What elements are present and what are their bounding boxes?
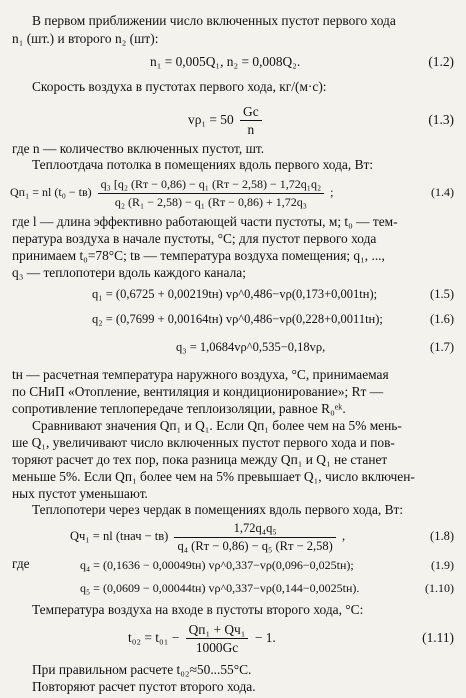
paragraph-line: tн — расчетная температура наружного воздуха, °С, принимаемая xyxy=(12,367,389,382)
equation-body: q₅ = (0,0609 − 0,00044tн) vρ^0,337−vρ(0,144−0,0025tн). xyxy=(80,581,360,595)
equation-body: q₂ = (0,7699 + 0,00164tн) vρ^0,486−vρ(0,228+0,0011tн); xyxy=(92,312,383,326)
equation-number: (1.11) xyxy=(422,630,454,645)
paragraph-line: Теплоотдача потолка в помещениях вдоль первого хода, Вт: xyxy=(32,157,374,172)
paragraph-line: Сравнивают значения Qп₁ и Q₁. Если Qп₁ более чем на 5% мень- xyxy=(32,418,402,433)
fraction-numerator: Qп₁ + Qч₁ xyxy=(186,622,249,639)
paragraph-line: сопротивление теплопередаче теплоизоляции, равное R₀ᵉᵏ. xyxy=(12,401,346,416)
fraction xyxy=(174,521,335,554)
equation-number: (1.9) xyxy=(431,558,454,572)
paragraph-line: пература воздуха в начале пустоты, °С; для пустот первого хода xyxy=(12,231,377,246)
paragraph-line: ных пустот уменьшают. xyxy=(12,486,148,501)
equation-number: (1.4) xyxy=(431,185,454,199)
equation-number: (1.5) xyxy=(430,287,454,301)
paragraph-line: В первом приближении число включенных пустот первого хода xyxy=(32,13,396,28)
paragraph-line: q₃ — теплопотери вдоль каждого канала; xyxy=(12,265,246,280)
paragraph-line: по СНиП «Отопление, вентиляция и кондиционирование»; Rт — xyxy=(12,384,384,399)
fraction-denominator: q₄ (Rт − 0,86) − q₅ (Rт − 2,58) xyxy=(177,538,333,553)
fraction-numerator: 1,72q₄q₅ xyxy=(174,521,335,538)
equation-1-9 xyxy=(0,555,466,575)
equation-tail: − 1. xyxy=(254,630,276,645)
paragraph-line: Теплопотери через чердак в помещениях вдоль первого хода, Вт: xyxy=(32,502,404,517)
equation-1-5 xyxy=(0,284,466,304)
paragraph-line: n₁ (шт.) и второго n₂ (шт): xyxy=(12,31,159,46)
equation-1-3 xyxy=(0,104,466,136)
paragraph-line: ше Q₁, увеличивают число включенных пустот первого хода и пов- xyxy=(12,435,395,450)
equation-body: q₁ = (0,6725 + 0,00219tн) vρ^0,486−vρ(0,173+0,001tн); xyxy=(92,287,378,301)
equation-1-8: Qч₁ = nl (tнач − tв) $\frac{\text{1,72q₄q₅}}{\text{q₄ (Rт − 0,86) − q₅ (Rт − 2,58)}}$ , (1.8) xyxy=(70,520,454,553)
equation-number: (1.2) xyxy=(428,54,454,69)
fraction xyxy=(186,622,249,655)
paragraph-line: где l — длина эффективно работающей части пустоты, м; t₀ — тем- xyxy=(12,214,398,229)
paragraph-line: Скорость воздуха в пустотах первого хода, кг/(м·с): xyxy=(32,79,327,94)
paragraph-line: Повторяют расчет пустот второго хода. xyxy=(32,679,256,694)
equation-1-10 xyxy=(0,578,466,598)
equation-number: (1.8) xyxy=(430,529,454,543)
equation-lhs: t₀₂ = t₀₁ − xyxy=(128,630,180,645)
fraction xyxy=(240,104,262,137)
equation-number: (1.6) xyxy=(430,312,454,326)
fraction-denominator: q₂ (R₁ − 2,58) − q₁ (Rт − 0,86) + 1,72q₃ xyxy=(114,194,307,209)
equation-1-6 xyxy=(0,309,466,329)
paragraph-line: где xyxy=(12,556,30,571)
paragraph-line: где n — количество включенных пустот, шт. xyxy=(12,141,265,156)
equation-body: q₄ = (0,1636 − 0,00049tн) vρ^0,337−vρ(0,096−0,025tн); xyxy=(80,558,354,572)
equation-1-2 xyxy=(0,52,466,72)
equation-lhs: Qч₁ = nl (tнач − tв) xyxy=(70,529,169,543)
paragraph-line: принимаем t₀=78°С; tв — температура воздуха помещения; q₁, ..., xyxy=(12,248,385,263)
fraction-numerator: Gс xyxy=(240,104,262,121)
equation-1-7 xyxy=(0,337,466,357)
equation-number: (1.7) xyxy=(430,340,454,354)
fraction-numerator: q₃ [q₂ (Rт − 0,86) − q₁ (Rт − 2,58) − 1,72q₁q₂ xyxy=(98,177,324,194)
paragraph-line: меньше 5%. Если Qп₁ более чем на 5% превышает Q₁, число включен- xyxy=(12,469,415,484)
fraction-denominator: n xyxy=(247,122,255,138)
equation-number: (1.3) xyxy=(428,112,454,127)
equation-body: n₁ = 0,005Q₁, n₂ = 0,008Q₂. xyxy=(150,54,301,69)
equation-lhs: Qп₁ = nl (t₀ − tв) xyxy=(10,185,92,199)
equation-body: q₃ = 1,0684vρ^0,535−0,18vρ, xyxy=(176,340,326,354)
fraction xyxy=(98,177,324,210)
equation-1-11 xyxy=(0,622,466,654)
paragraph-line: торяют расчет до тех пор, пока разница между Qп₁ и Q₁ не станет xyxy=(12,452,388,467)
equation-lhs: vρ₁ = 50 xyxy=(188,112,234,127)
fraction-denominator: 1000Gс xyxy=(195,640,239,656)
equation-number: (1.10) xyxy=(425,581,454,595)
paragraph-line: При правильном расчете t₀₂≈50...55°С. xyxy=(32,662,252,677)
paragraph-line: Температура воздуха на входе в пустоты второго хода, °С: xyxy=(32,602,364,617)
equation-1-4: Qп₁ = nl (t₀ − tв) $\frac{\text{q₃ [q₂ (Rт − 0,86) − q₁ (Rт − 2,58) − 1,72q₁q₂}}{\text{q₂ (R₁ − 2,58) − q₁ (Rт − 0,86) + 1,72q₃}}$ ; (1.4) xyxy=(10,176,454,209)
